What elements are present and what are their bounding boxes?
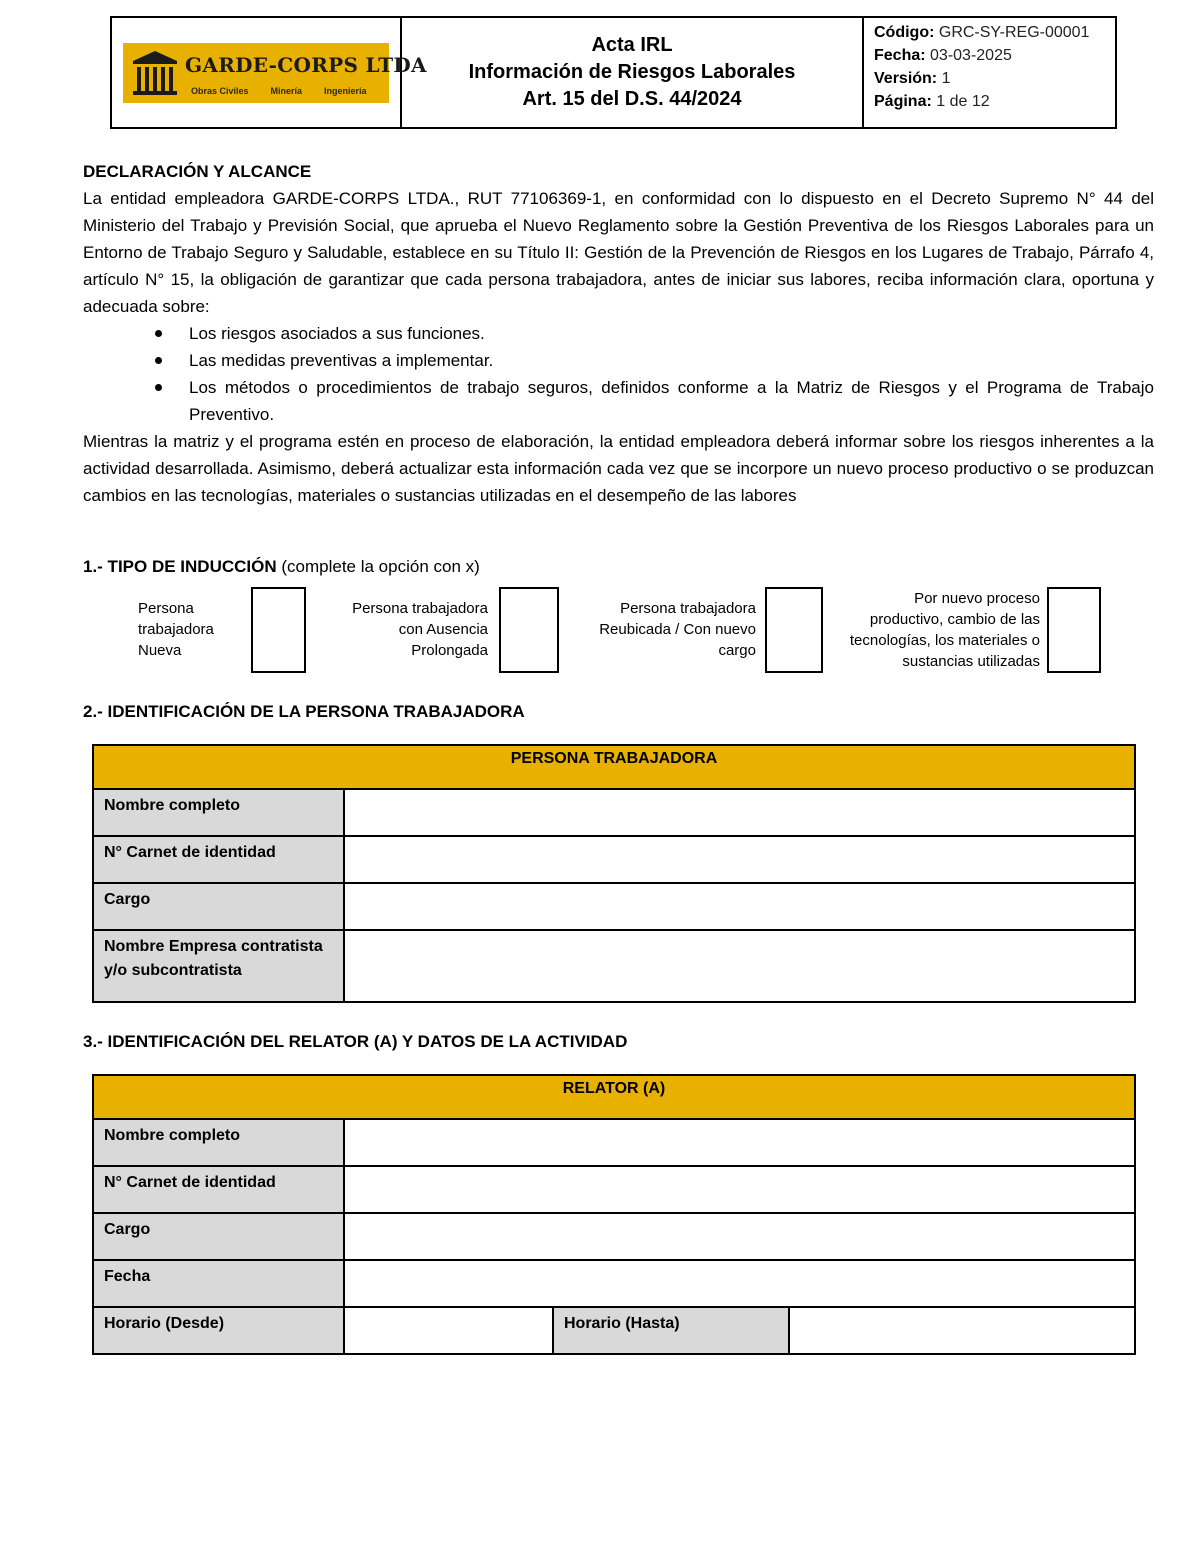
relator-input-carnet[interactable] <box>344 1166 1135 1213</box>
worker-input-cargo[interactable] <box>344 883 1135 930</box>
relator-input-horario-hasta[interactable] <box>789 1307 1135 1354</box>
relator-label-horario-hasta: Horario (Hasta) <box>553 1307 789 1354</box>
logo-sub-mineria: Minería <box>270 85 303 96</box>
version-value: 1 <box>941 70 951 87</box>
pagina-label: Página: <box>874 93 932 110</box>
worker-label-nombre: Nombre completo <box>93 789 344 836</box>
worker-label-carnet: N° Carnet de identidad <box>93 836 344 883</box>
logo-subtitle <box>191 86 367 96</box>
option-line: Persona <box>138 600 194 617</box>
option-line: productivo, cambio de las <box>869 611 1040 628</box>
relator-label-cargo: Cargo <box>93 1213 344 1260</box>
bullet-item: Los métodos o procedimientos de trabajo seguros, definidos conforme a la Matriz de Riesgos y el Programa de Trabajo Preventivo. <box>189 374 1154 428</box>
relator-table-header: RELATOR (A) <box>93 1075 1135 1119</box>
option-checkbox-ausencia[interactable] <box>499 587 559 673</box>
relator-input-nombre[interactable] <box>344 1119 1135 1166</box>
meta-codigo <box>874 21 1115 44</box>
version-label: Versión: <box>874 70 938 87</box>
option-line: Nueva <box>138 642 182 659</box>
meta-pagina <box>874 90 1115 113</box>
relator-label-fecha: Fecha <box>93 1260 344 1307</box>
worker-input-carnet[interactable] <box>344 836 1135 883</box>
fecha-value: 03-03-2025 <box>930 47 1012 64</box>
bullet-item: Los riesgos asociados a sus funciones. <box>189 320 1154 347</box>
worker-table <box>92 744 1136 1003</box>
option-line: Prolongada <box>411 642 488 659</box>
meta-fecha <box>874 44 1115 67</box>
relator-input-cargo[interactable] <box>344 1213 1135 1260</box>
worker-input-empresa[interactable] <box>344 930 1135 1002</box>
declaration-heading: DECLARACIÓN Y ALCANCE <box>83 162 312 181</box>
title-line-2: Información de Riesgos Laborales <box>468 61 796 83</box>
pagina-value: 1 de 12 <box>936 93 990 110</box>
option-line: Persona trabajadora <box>352 600 488 617</box>
option-line: Reubicada / Con nuevo <box>599 621 756 638</box>
option-line: Persona trabajadora <box>620 600 756 617</box>
logo-sub-ingenieria: Ingeniería <box>324 85 367 96</box>
relator-input-horario-desde[interactable] <box>344 1307 553 1354</box>
option-line: cargo <box>718 642 756 659</box>
logo-company-name: GARDE-CORPS LTDA <box>185 52 427 77</box>
section-3-title: 3.- IDENTIFICACIÓN DEL RELATOR (A) Y DATOS DE LA ACTIVIDAD <box>83 1032 628 1051</box>
declaration-bullets <box>83 320 1154 428</box>
title-line-3: Art. 15 del D.S. 44/2024 <box>522 88 742 110</box>
section-1-title-text: 1.- TIPO DE INDUCCIÓN <box>83 557 277 576</box>
logo-sub-obras: Obras Civiles <box>191 85 249 96</box>
relator-label-carnet: N° Carnet de identidad <box>93 1166 344 1213</box>
codigo-value: GRC-SY-REG-00001 <box>938 24 1090 41</box>
option-label-reubicada <box>599 598 756 661</box>
title-line-1: Acta IRL <box>591 34 673 56</box>
section-1-title <box>83 557 480 577</box>
option-line: tecnologías, los materiales o <box>849 632 1040 649</box>
worker-table-header: PERSONA TRABAJADORA <box>93 745 1135 789</box>
option-label-ausencia <box>352 598 488 661</box>
fecha-label: Fecha: <box>874 47 926 64</box>
option-label-nueva <box>138 598 214 661</box>
declaration-paragraph-2: Mientras la matriz y el programa estén en proceso de elaboración, la entidad empleadora deberá informar sobre los riesgos inherentes a la actividad desarrollada. Asimismo, deberá actualizar esta información cada vez que se incorpore un nuevo proceso productivo o se produzcan cambios en las tecnologías, materiales o sustancias utilizadas en el desempeño de las labores <box>83 432 1154 505</box>
codigo-label: Código: <box>874 24 935 41</box>
worker-input-nombre[interactable] <box>344 789 1135 836</box>
worker-label-cargo: Cargo <box>93 883 344 930</box>
document-title <box>402 18 864 127</box>
bullet-item: Las medidas preventivas a implementar. <box>189 347 1154 374</box>
option-line: Por nuevo proceso <box>914 590 1040 607</box>
option-checkbox-reubicada[interactable] <box>765 587 823 673</box>
relator-input-fecha[interactable] <box>344 1260 1135 1307</box>
option-label-nuevo-proceso <box>850 588 1040 672</box>
option-line: trabajadora <box>138 621 214 638</box>
declaration-paragraph-1: La entidad empleadora GARDE-CORPS LTDA., RUT 77106369-1, en conformidad con lo dispuesto en el Decreto Supremo N° 44 del Ministerio del Trabajo y Previsión Social, que aprueba el Nuevo Reglamento sobre la Gestión Preventiva de los Riesgos Laborales para un Entorno de Trabajo Seguro y Saludable, establece en su Título II: Gestión de la Prevención de Riesgos en los Lugares de Trabajo, Párrafo 4, artículo N° 15, la obligación de garantizar que cada persona trabajadora, antes de iniciar sus labores, reciba información clara, oportuna y adecuada sobre: <box>83 189 1154 316</box>
declaration-section <box>83 158 1154 509</box>
option-checkbox-nuevo-proceso[interactable] <box>1047 587 1101 673</box>
section-2-title: 2.- IDENTIFICACIÓN DE LA PERSONA TRABAJADORA <box>83 702 525 721</box>
railing-logo-icon <box>127 47 183 99</box>
worker-label-empresa: Nombre Empresa contratista y/o subcontratista <box>93 930 344 1002</box>
relator-table <box>92 1074 1136 1355</box>
relator-label-horario-desde: Horario (Desde) <box>93 1307 344 1354</box>
document-meta <box>864 18 1115 127</box>
option-line: con Ausencia <box>398 621 488 638</box>
option-line: sustancias utilizadas <box>902 653 1040 670</box>
section-1-note: (complete la opción con x) <box>281 557 480 576</box>
logo-cell <box>112 18 427 127</box>
document-header <box>110 16 1117 129</box>
meta-version <box>874 67 1115 90</box>
relator-label-nombre: Nombre completo <box>93 1119 344 1166</box>
option-checkbox-nueva[interactable] <box>251 587 306 673</box>
company-logo <box>123 43 427 103</box>
